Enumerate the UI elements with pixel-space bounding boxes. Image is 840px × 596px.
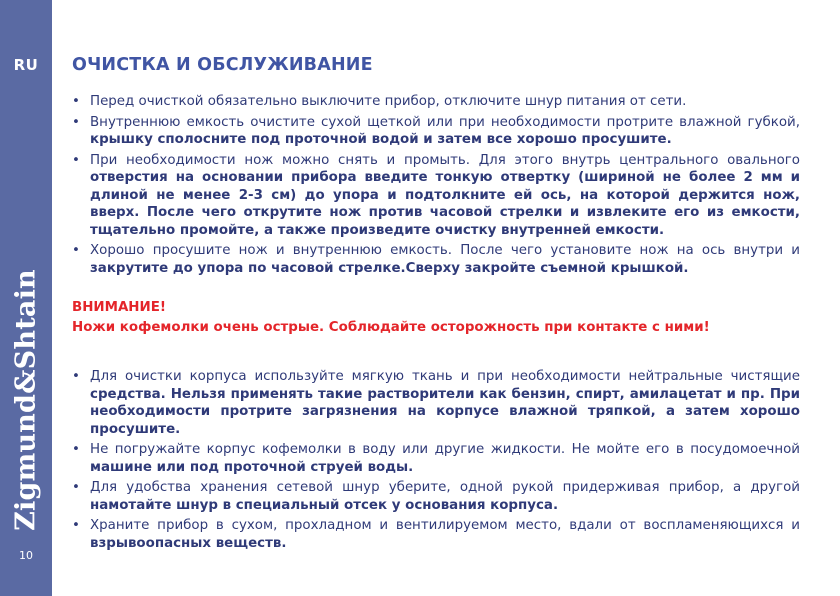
body-care-instructions-list — [72, 368, 800, 552]
list-item-text: Хорошо просушите нож и внутреннюю емкость. После чего установите нож на ось внутри и — [90, 243, 800, 258]
list-item — [72, 517, 800, 552]
brand-logo: Zigmund&Shtain — [10, 269, 42, 531]
list-item — [72, 368, 800, 438]
list-item — [72, 441, 800, 476]
list-item-bold-text: намотайте шнур в специальный отсек у основания корпуса. — [90, 497, 559, 513]
list-item-bold-text: взрывоопасных веществ. — [90, 535, 287, 551]
sidebar — [0, 0, 52, 596]
list-item-bold-text: машине или под проточной струей воды. — [90, 459, 414, 475]
list-item — [72, 93, 800, 111]
list-item — [72, 479, 800, 514]
warning-heading: ВНИМАНИЕ! — [72, 300, 166, 315]
list-item-text: Храните прибор в сухом, прохладном и вентилируемом место, вдали от воспламеняющихся и — [90, 518, 800, 533]
warning-text: Ножи кофемолки очень острые. Соблюдайте осторожность при контакте с ними! — [72, 320, 710, 335]
list-item — [72, 242, 800, 277]
list-item-bold-text: отверстия на основании прибора введите тонкую отвертку (шириной не более 2 мм и длиной не менее 2-3 см) до упора и подтолкните ей ось, на которой держится нож, вверх. После чего открутите нож против часовой стрелки и извлеките его из емкости, тщательно промойте, а также произведите очистку внутренней емкости. — [90, 170, 800, 238]
warning-block — [72, 298, 800, 338]
page-title: ОЧИСТКА И ОБСЛУЖИВАНИЕ — [72, 55, 373, 75]
list-item-text: При необходимости нож можно снять и промыть. Для этого внутрь центрального овального — [90, 152, 800, 168]
page-content — [72, 54, 800, 555]
page-number: 10 — [19, 549, 33, 562]
list-item-text: Внутреннюю емкость очистите сухой щеткой или при необходимости протрите влажной губкой, — [90, 114, 800, 130]
cleaning-instructions-list — [72, 93, 800, 277]
list-item-bold-text: крышку сполосните под проточной водой и затем все хорошо просушите. — [90, 132, 672, 147]
list-item-text: Для удобства хранения сетевой шнур уберите, одной рукой придерживая прибор, а другой — [90, 480, 800, 495]
list-item — [72, 152, 800, 240]
list-item-text: Перед очисткой обязательно выключите прибор, отключите шнур питания от сети. — [90, 94, 687, 109]
list-item — [72, 114, 800, 149]
list-item-bold-text: средства. Нельзя применять такие растворители как бензин, спирт, амилацетат и пр. При необходимости протрите загрязнения на корпусе влажной тряпкой, а затем хорошо просушите. — [90, 386, 800, 437]
language-label: RU — [13, 56, 39, 74]
list-item-bold-text: закрутите до упора по часовой стрелке.Сверху закройте съемной крышкой. — [90, 260, 689, 276]
list-item-text: Для очистки корпуса используйте мягкую ткань и при необходимости нейтральные чистящие — [90, 369, 800, 384]
list-item-text: Не погружайте корпус кофемолки в воду или другие жидкости. Не мойте его в посудомоечной — [90, 442, 800, 457]
